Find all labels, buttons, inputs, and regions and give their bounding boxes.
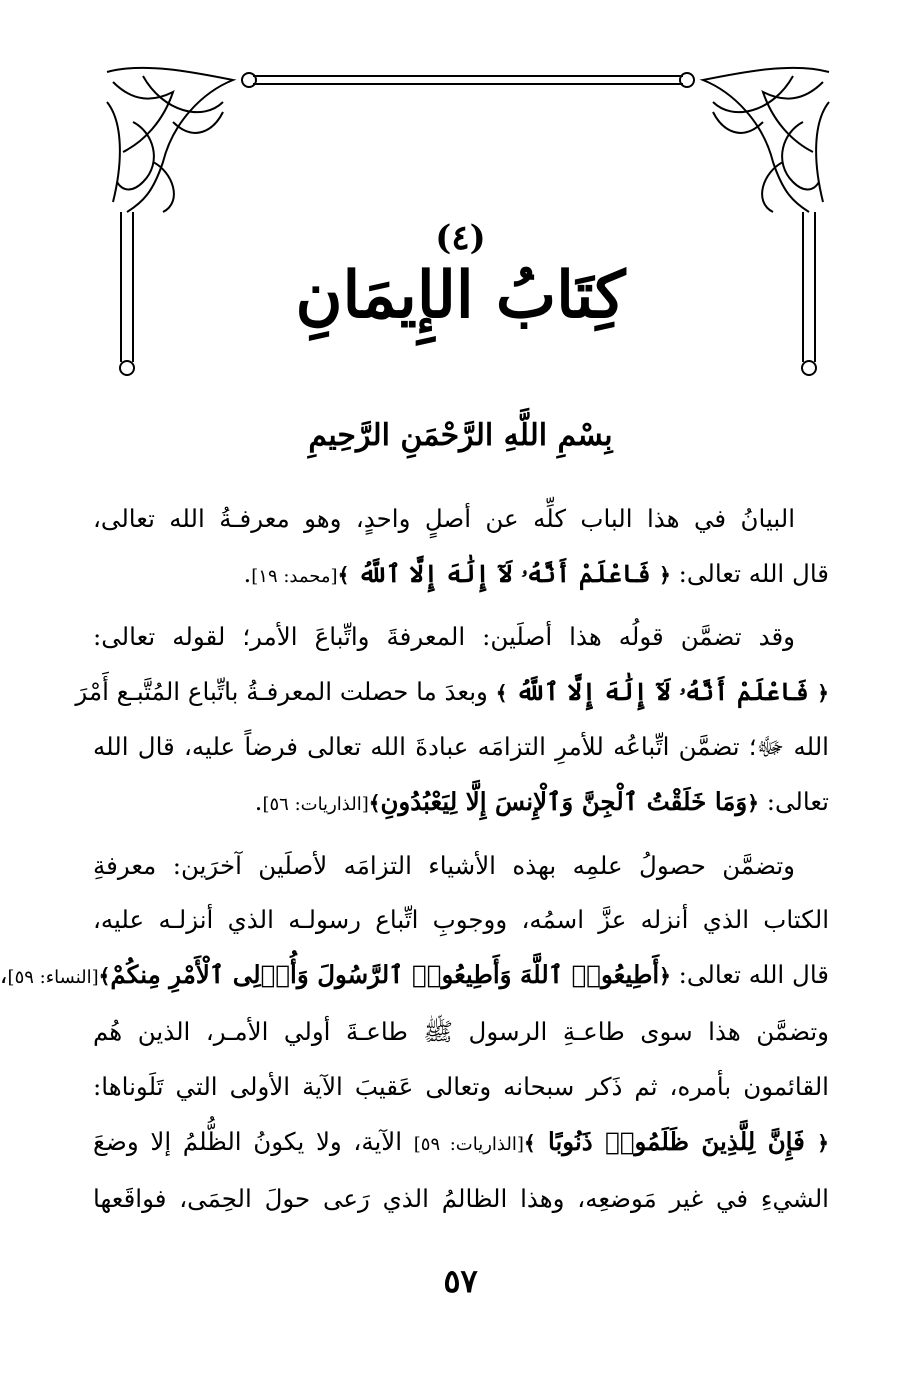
text-line-1 (93, 492, 829, 547)
text-line-4 (75, 665, 829, 721)
line-text: تعالى: (758, 786, 829, 816)
page-number: ٥٧ (443, 1262, 478, 1300)
text-line-7 (93, 839, 829, 894)
quran-close-bracket: ﴾ (495, 680, 508, 705)
verse-reference: [محمد: ١٩] (251, 565, 338, 587)
body-text (0, 492, 829, 1227)
line-text: قال الله تعالى: (670, 959, 829, 989)
quran-close-bracket: ﴾ (368, 790, 381, 815)
text-line-2 (93, 547, 829, 605)
quran-verse: وَمَا خَلَقْتُ ٱلْجِنَّ وَٱلْإِنسَ إِلَّا لِيَعْبُدُونِ (380, 786, 748, 816)
quran-close-bracket: ﴾ (523, 1130, 536, 1155)
quran-verse: فَاعْلَمْ أَنَّهُۥ لَآ إِلَٰهَ إِلَّا ٱللَّهُ (507, 676, 818, 706)
text-line-10 (93, 1005, 829, 1060)
quran-verse: فَإِنَّ لِلَّذِينَ ظَلَمُوا۟ ذَنُوبًا (535, 1126, 818, 1156)
text-line-3 (93, 610, 829, 665)
text-line-9 (0, 948, 829, 1006)
line-text: وقد تضمَّن قولُه هذا أصلَين: المعرفةَ واتِّباعَ الأمر؛ لقوله تعالى: (93, 622, 795, 652)
line-text: . (254, 786, 263, 816)
line-text: . (243, 558, 252, 588)
verse-reference: [الذاريات: ٥٦] (262, 793, 369, 815)
text-line-13 (93, 1172, 829, 1227)
quran-verse: أَطِيعُوا۟ ٱللَّهَ وَأَطِيعُوا۟ ٱلرَّسُولَ وَأُو۟لِى ٱلْأَمْرِ مِنكُمْ (110, 959, 660, 989)
line-text: وتضمَّن هذا سوى طاعـةِ الرسول ﷺ طاعـةَ أولي الأمـر، الذين هُم (93, 1017, 829, 1047)
quran-verse: فَاعْلَمْ أَنَّهُۥ لَآ إِلَٰهَ إِلَّا ٱللَّهُ (349, 558, 660, 588)
line-text: القائمون بأمره، ثم ذَكر سبحانه وتعالى عَقيبَ الآية الأولى التي تَلَوناها: (93, 1071, 829, 1101)
line-text: الآية، ولا يكونُ الظُّلمُ إلا وضعَ (93, 1126, 414, 1156)
text-line-12 (93, 1115, 829, 1173)
verse-reference: [النساء: ٥٩] (7, 966, 99, 988)
quran-open-bracket: ﴿ (659, 562, 671, 587)
text-line-8 (93, 893, 829, 948)
line-text: قال الله تعالى: (670, 558, 829, 588)
quran-open-bracket: ﴿ (747, 790, 759, 815)
quran-close-bracket: ﴾ (98, 963, 111, 988)
line-text: الكتاب الذي أنزله عزَّ اسمُه، ووجوبِ اتِّباع رسولـه الذي أنزلـه عليه، (93, 905, 829, 935)
quran-open-bracket: ﴿ (659, 963, 671, 988)
line-text: البيانُ في هذا الباب كلِّه عن أصلٍ واحدٍ، وهو معرفـةُ الله تعالى، (93, 504, 795, 533)
text-line-5 (93, 720, 829, 775)
text-line-11 (93, 1060, 829, 1115)
text-line-6 (93, 775, 829, 833)
line-text: ، (0, 959, 8, 989)
verse-reference: [الذاريات: ٥٩] (413, 1133, 524, 1155)
line-text: الشيءِ في غير مَوضعِه، وهذا الظالمُ الذي رَعى حولَ الحِمَى، فواقَعها (93, 1184, 829, 1214)
quran-open-bracket: ﴿ (817, 1130, 829, 1155)
chapter-title: كِتَابُ الإِيمَانِ (295, 258, 626, 333)
chapter-number: (٤) (435, 218, 486, 258)
line-text: الله ﷻ؛ تضمَّن اتِّباعُه للأمرِ التزامَه عبادةَ الله تعالى فرضاً عليه، قال الله (93, 732, 829, 762)
line-text: وتضمَّن حصولُ علمِه بهذه الأشياء التزامَه لأصلَين آخرَين: معرفةِ (93, 850, 795, 880)
line-text: وبعدَ ما حصلت المعرفـةُ باتِّباع المُتَّبـع أَمْرَ (75, 676, 496, 706)
basmala: بِسْمِ اللَّهِ الرَّحْمَنِ الرَّحِيمِ (308, 418, 613, 453)
quran-close-bracket: ﴾ (337, 562, 350, 587)
quran-open-bracket: ﴿ (817, 680, 829, 705)
